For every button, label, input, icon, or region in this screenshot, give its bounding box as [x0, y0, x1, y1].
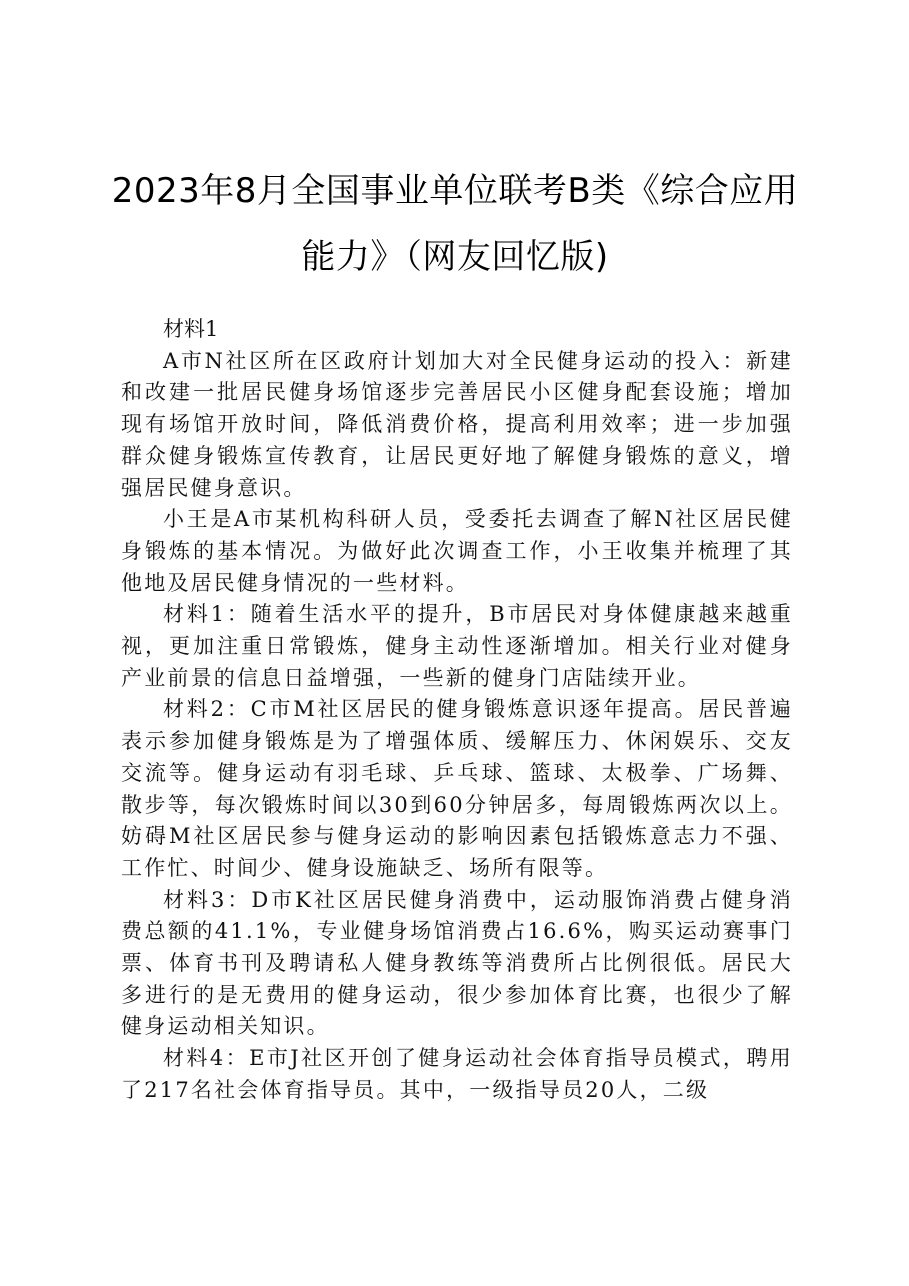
paragraph-material-1: 材料1：随着生活水平的提升，B市居民对身体健康越来越重视，更加注重日常锻炼，健身主动性逐渐增加。相关行业对健身产业前景的信息日益增强，一些新的健身门店陆续开业。 — [121, 602, 793, 690]
paragraph-intro: A市N社区所在区政府计划加大对全民健身运动的投入：新建和改建一批居民健身场馆逐步完善居民小区健身配套设施；增加现有场馆开放时间，降低消费价格，提高利用效率；进一步加强群众健身锻炼宣传教育，让居民更好地了解健身锻炼的意义，增强居民健身意识。 — [121, 348, 793, 500]
paragraph-material-4: 材料4：E市J社区开创了健身运动社会体育指导员模式，聘用了217名社会体育指导员。其中，一级指导员20人，二级 — [121, 1046, 793, 1102]
paragraph-material-2: 材料2：C市M社区居民的健身锻炼意识逐年提高。居民普遍表示参加健身锻炼是为了增强体质、缓解压力、休闲娱乐、交友交流等。健身运动有羽毛球、乒乓球、篮球、太极拳、广场舞、散步等，每次锻炼时间以30到60分钟居多，每周锻炼两次以上。妨碍M社区居民参与健身运动的影响因素包括锻炼意志力不强、工作忙、时间少、健身设施缺乏、场所有限等。 — [121, 697, 793, 880]
section-heading: 材料1 — [163, 317, 219, 341]
paragraph-background: 小王是A市某机构科研人员，受委托去调查了解N社区居民健身锻炼的基本情况。为做好此次调查工作，小王收集并梳理了其他地及居民健身情况的一些材料。 — [121, 507, 793, 595]
document-body — [121, 314, 793, 1107]
paragraph-material-3: 材料3：D市K社区居民健身消费中，运动服饰消费占健身消费总额的41.1%，专业健身场馆消费占16.6%，购买运动赛事门票、体育书刊及聘请私人健身教练等消费所占比例很低。居民大多进行的是无费用的健身运动，很少参加体育比赛，也很少了解健身运动相关知识。 — [121, 887, 793, 1039]
document-title: 2023年8月全国事业单位联考B类《综合应用能力》（网友回忆版) — [111, 171, 799, 277]
